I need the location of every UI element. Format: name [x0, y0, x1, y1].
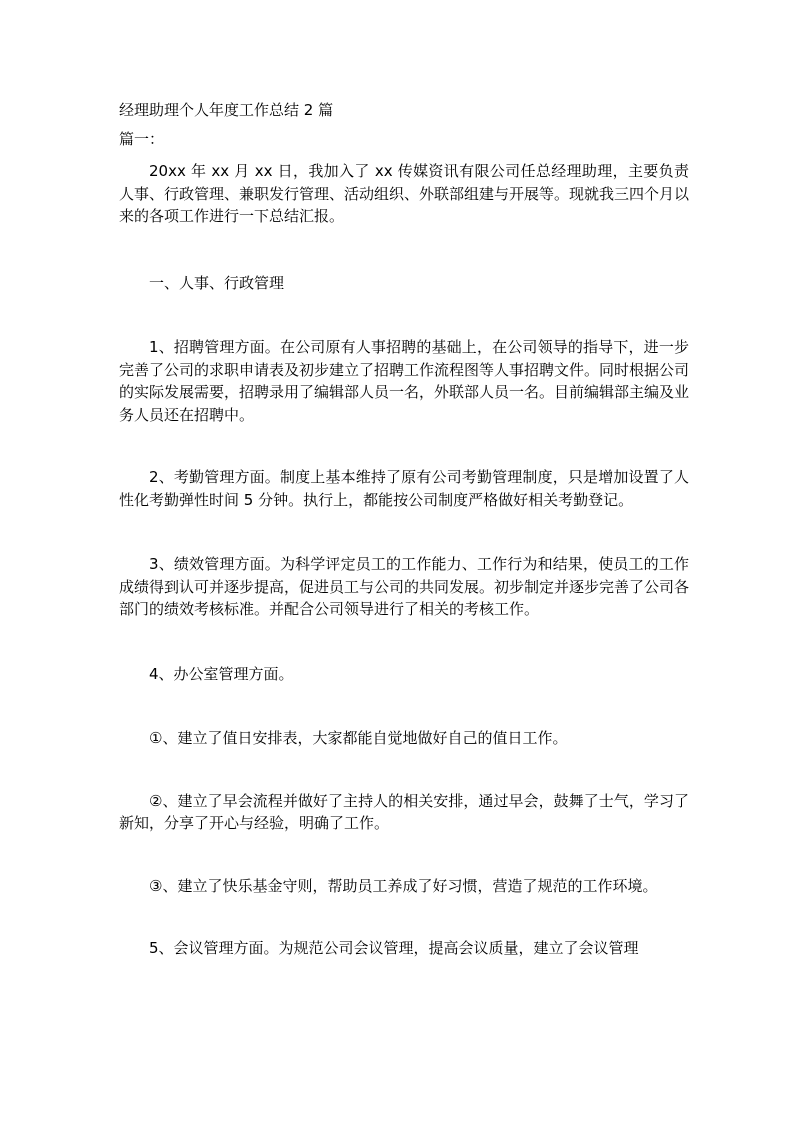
- paragraph-morning-meeting: ②、建立了早会流程并做好了主持人的相关安排，通过早会，鼓舞了士气，学习了新知，分享了开心与经验，明确了工作。: [119, 791, 689, 832]
- paragraph-happy-fund: ③、建立了快乐基金守则，帮助员工养成了好习惯，营造了规范的工作环境。: [149, 876, 658, 895]
- document-body: [119, 99, 689, 960]
- document-title: 经理助理个人年度工作总结 2 篇: [119, 101, 334, 119]
- paragraph-attendance: 2、考勤管理方面。制度上基本维持了原有公司考勤管理制度，只是增加设置了人性化考勤弹性时间 5 分钟。执行上，都能按公司制度严格做好相关考勤登记。: [119, 468, 689, 509]
- intro-paragraph: 20xx 年 xx 月 xx 日，我加入了 xx 传媒资讯有限公司任总经理助理，主要负责人事、行政管理、兼职发行管理、活动组织、外联部组建与开展等。现就我三四个月以来的各项工作进行一下总结汇报。: [119, 162, 690, 225]
- paragraph-duty-roster: ①、建立了值日安排表，大家都能自觉地做好自己的值日工作。: [149, 729, 568, 747]
- paragraph-performance: 3、绩效管理方面。为科学评定员工的工作能力、工作行为和结果，使员工的工作成绩得到认可并逐步提高，促进员工与公司的共同发展。初步制定并逐步完善了公司各部门的绩效考核标准。并配合公司领导进行了相关的考核工作。: [119, 555, 690, 618]
- section-label: 篇一：: [119, 129, 165, 148]
- paragraph-recruitment: 1、招聘管理方面。在公司原有人事招聘的基础上，在公司领导的指导下，进一步完善了公司的求职申请表及初步建立了招聘工作流程图等人事招聘文件。同时根据公司的实际发展需要，招聘录用了编辑部人员一名，外联部人员一名。目前编辑部主编及业务人员还在招聘中。: [119, 338, 690, 424]
- paragraph-office: 4、办公室管理方面。: [149, 664, 294, 683]
- paragraph-meetings: 5、会议管理方面。为规范公司会议管理，提高会议质量，建立了会议管理: [149, 939, 639, 957]
- heading-hr-admin: 一、人事、行政管理: [149, 273, 285, 292]
